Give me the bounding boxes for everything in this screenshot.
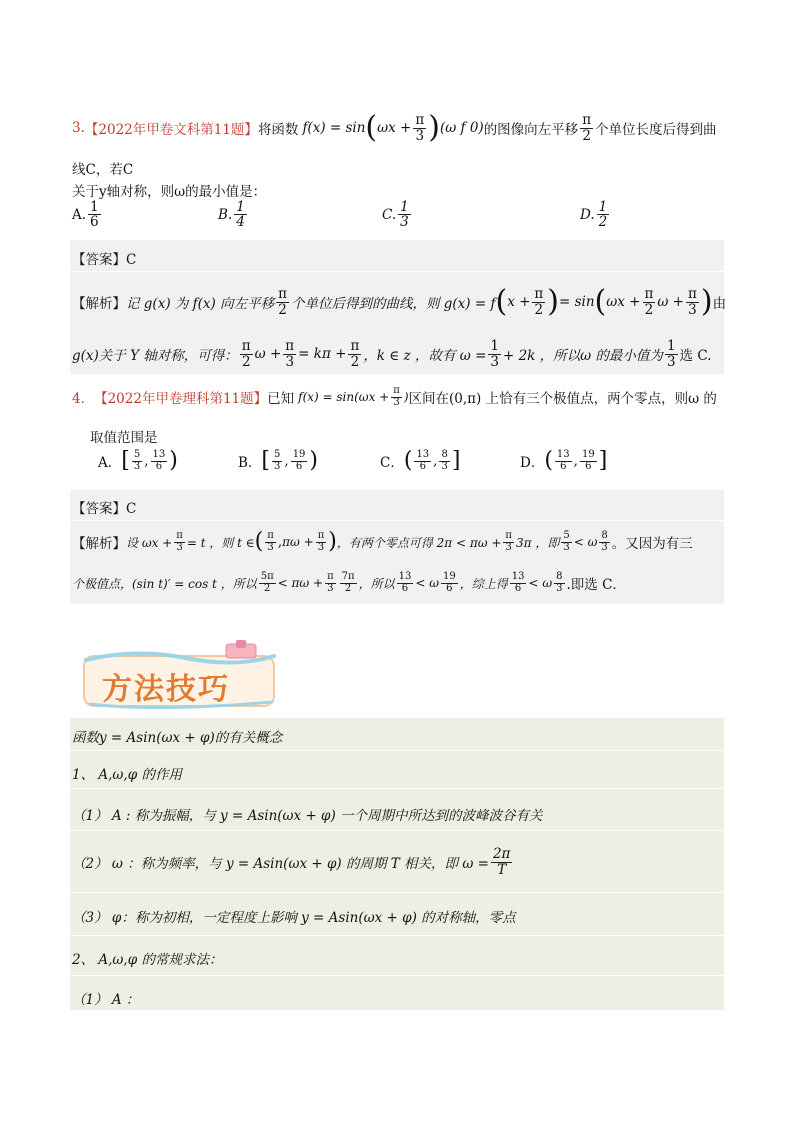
q3-paren-close: ) xyxy=(428,110,440,145)
q3-line2: 线C，若C xyxy=(72,162,134,178)
q4-option-b: B． [ $\frac{5}{3}$ , $\frac{19}{6}$ ) xyxy=(238,448,319,473)
method-p4: （1） A ： xyxy=(72,992,140,1008)
q3-frac-pi-3: $\frac{\pi}{3}$ xyxy=(415,112,425,144)
q3-option-d: D. $\frac{1}{2}$ xyxy=(580,199,608,231)
method-p1: （1） A : 称为振幅，与 y = Asin(ωx + φ) 一个周期中所达到的波峰波谷有关 xyxy=(72,808,543,824)
q3-line1 xyxy=(72,108,717,148)
q3-option-a: A. $\frac{1}{6}$ xyxy=(72,199,99,231)
q3-func: f(x) = sin xyxy=(302,120,366,136)
banner-title: 方法技巧 xyxy=(102,672,230,707)
analysis3-line2: g(x)关于 Y 轴对称，可得： $\frac{\pi}{2}$ ω + $\frac{\pi}{3}$ = kπ + $\frac{\pi}{2}$ ，k ∈ z ，故有 ω = $\frac{1}{3}$ + 2k ，所以ω 的最小值为 $\frac{1}{3}$ 选 C. xyxy=(72,338,712,370)
analysis4-line1: 【解析】 设 ωx + $\frac{\pi}{3}$ = t ，则 t ∈ ( $\frac{\pi}{3}$ , πω + $\frac{\pi}{3}$ ) ，有两个零点可得 2π < πω + $\frac{\pi}{3}$ 3π ，即 $\frac{5}{3}$ < ω $\frac{8}{3}$ 。又因为有三 xyxy=(72,529,693,554)
q4-line2: 取值范围是 xyxy=(90,430,158,446)
q3-arg: ωx + xyxy=(377,120,412,136)
q4-option-a: A． [ $\frac{5}{3}$ , $\frac{13}{6}$ ) xyxy=(98,448,178,473)
q3-option-b: B. $\frac{1}{4}$ xyxy=(218,199,245,231)
q3-number: 3. xyxy=(72,120,85,136)
q4-option-d: D． ( $\frac{13}{6}$ , $\frac{19}{6}$ ] xyxy=(520,448,608,473)
method-banner xyxy=(76,640,286,710)
q3-text-b: 的图像向左平移 xyxy=(483,122,579,138)
q4-option-c: C． ( $\frac{13}{6}$ , $\frac{8}{3}$ ] xyxy=(380,448,461,473)
method-intro: 函数y = Asin(ωx + φ)的有关概念 xyxy=(72,730,283,746)
q3-text-c: 个单位长度后得到曲 xyxy=(595,122,717,138)
q3-cond: (ω f 0) xyxy=(439,120,484,136)
q3-paren-open: ( xyxy=(365,110,378,145)
method-s1: 1、 A,ω,φ 的作用 xyxy=(72,767,182,783)
q4-line1: 4． 【2022年甲卷理科第11题】 已知 f(x) = sin(ωx + $\frac{\pi}{3}$ ) 区间在(0,π) 上恰有三个极值点，两个零点，则ω 的 xyxy=(72,385,717,408)
q3-frac-pi-2: $\frac{\pi}{2}$ xyxy=(582,112,592,144)
answer4-label: 【答案】C xyxy=(72,501,137,517)
q3-line3: 关于y轴对称，则ω的最小值是： xyxy=(72,184,267,200)
answer3-label: 【答案】C xyxy=(72,252,137,268)
analysis4-line2: 个极值点，(sin t)′ = cos t ，所以 $\frac{5\pi}{2}$ < πω + $\frac{\pi}{3}$ $\frac{7\pi}{2}$ ，所以 $\frac{13}{6}$ < ω $\frac{19}{6}$ ，综上得 $\frac{13}{6}$ < ω $\frac{8}{3}$ .即选 C． xyxy=(72,571,626,594)
q3-text-a: 将函数 xyxy=(257,122,299,138)
method-s2: 2、 A,ω,φ 的常规求法： xyxy=(72,952,223,968)
q3-option-c: C. $\frac{1}{3}$ xyxy=(382,199,409,231)
q3-tag: 【2022年甲卷文科第11题】 xyxy=(84,122,258,138)
method-p3: （3） φ：称为初相，一定程度上影响 y = Asin(ωx + φ) 的对称轴，零点 xyxy=(72,910,516,926)
method-p2: （2） ω ：称为频率，与 y = Asin(ωx + φ) 的周期 T 相关，即 ω = $\frac{2\pi}{T}$ xyxy=(72,846,511,878)
analysis3-line1: 【解析】 记 g(x) 为 f(x) 向左平移 $\frac{\pi}{2}$ 个单位后得到的曲线，则 g(x) = f ( x + $\frac{\pi}{2}$ ) = sin ( ωx + $\frac{\pi}{2}$ ω + $\frac{\pi}{3}$ ) 由 xyxy=(72,284,727,319)
